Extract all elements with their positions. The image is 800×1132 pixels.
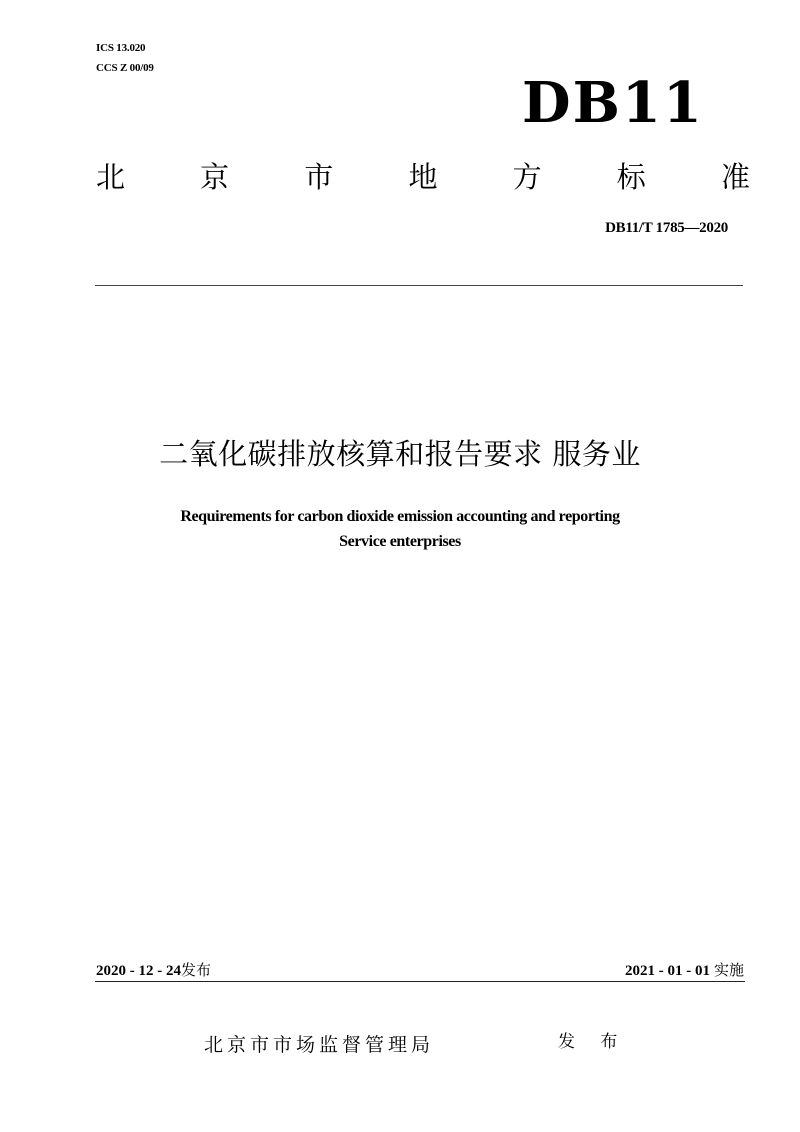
heading-char: 京 [200,160,230,194]
standard-number: DB11/T 1785—2020 [605,220,728,236]
heading-char: 市 [304,160,334,194]
ics-code: ICS 13.020 [96,42,146,54]
ccs-code: CCS Z 00/09 [96,62,154,74]
release-date [96,960,211,981]
heading-char: 标 [616,160,646,194]
footer-divider [95,981,745,982]
heading-char: 准 [720,160,750,194]
heading-char: 北 [96,160,126,194]
release-label: 发布 [181,961,212,979]
local-standard-heading [96,155,750,199]
release-date-value: 2020 - 12 - 24 [96,963,181,979]
document-title-chinese: 二氧化碳排放核算和报告要求 服务业 [159,437,641,471]
header-divider [95,285,743,286]
implement-date-value: 2021 - 01 - 01 [624,963,710,979]
publisher-name: 北京市市场监督管理局 [204,1034,435,1056]
heading-char: 地 [408,160,438,194]
implement-date [625,960,744,981]
document-title-english-line2: Service enterprises [339,533,461,550]
issue-label: 发 布 [558,1032,628,1052]
heading-char: 方 [512,160,542,194]
standard-logo: DB11 [522,70,704,136]
document-title-english-line1: Requirements for carbon dioxide emission accounting and reporting [180,508,620,525]
implement-label: 实施 [713,961,744,979]
